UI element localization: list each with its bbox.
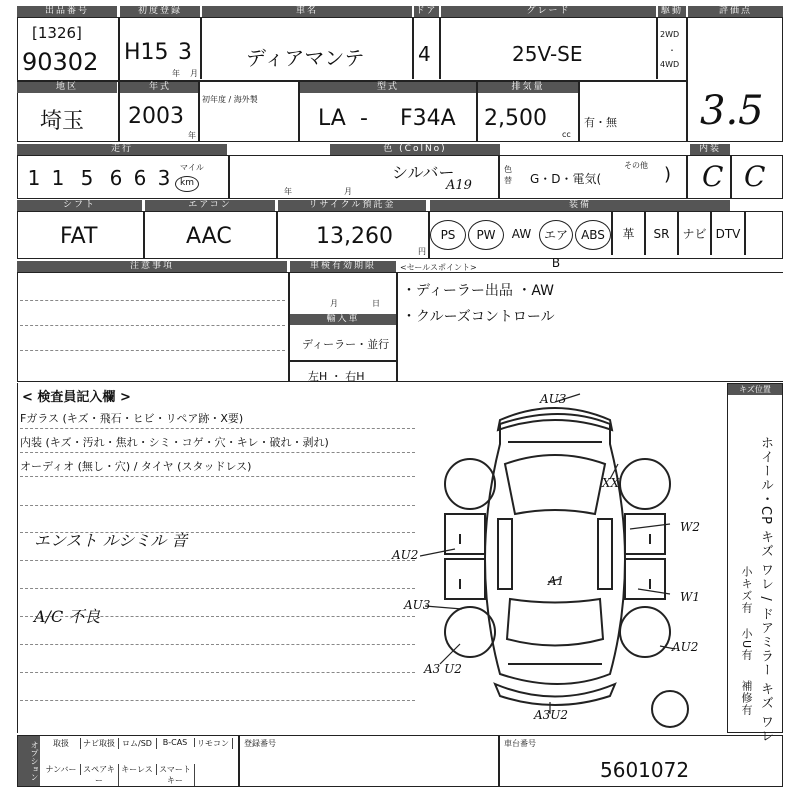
option-item: 取扱	[42, 738, 81, 749]
model-year-header: 年式	[120, 82, 200, 93]
region-header: 地区	[17, 82, 117, 93]
equipment-item: エアB	[539, 220, 573, 250]
mileage-digit: 6	[109, 166, 123, 190]
option-item: キーレス	[118, 764, 157, 775]
car-diagram	[420, 384, 720, 734]
mileage-digit: 5	[80, 166, 94, 190]
ac-header: エアコン	[145, 200, 275, 211]
model-code-b: F34A	[400, 106, 456, 131]
drive-header: 駆動	[658, 6, 686, 17]
color-no: A19	[446, 178, 472, 193]
handwritten-note-2: A/C 不良	[34, 607, 101, 626]
color-name: シルバー	[392, 163, 455, 182]
damage-mark: AU2	[392, 548, 419, 562]
drive-2wd: 2WD	[660, 30, 680, 39]
doors-header: ドア	[415, 6, 438, 16]
damage-mark: A3 U2	[424, 662, 462, 676]
equipment-item: PS	[430, 220, 466, 250]
color-tsuki: 月	[344, 187, 352, 196]
mileage-digit: 6	[133, 166, 147, 190]
equipment-item: SR	[653, 227, 670, 241]
model-code-header: 型式	[300, 82, 476, 93]
ac-value: AAC	[186, 224, 232, 249]
damage-mark: W2	[680, 520, 700, 534]
lot-bracket: [1326]	[32, 24, 82, 42]
equipment-item: DTV	[715, 227, 741, 241]
shift-value: FAT	[60, 224, 98, 249]
lot-no-header: 出品番号	[17, 6, 117, 17]
equipment-list	[430, 214, 783, 270]
mileage-digits	[22, 166, 176, 190]
exterior-grade: C	[744, 160, 766, 193]
options-header: オプション	[18, 736, 40, 786]
color-header: 色 (ColNo)	[330, 144, 500, 155]
inspector-line-2: 内装 (キズ・汚れ・焦れ・シミ・コゲ・穴・キレ・破れ・剥れ)	[20, 436, 329, 449]
reg-no-label: 登録番号	[244, 739, 276, 748]
nen-label: 年	[172, 69, 180, 78]
mileage-digit: 3	[157, 166, 171, 190]
equipment-item: ABS	[575, 220, 611, 250]
damage-mark: AU3	[540, 392, 567, 406]
model-code-dash: -	[360, 106, 368, 131]
displacement-unit: cc	[562, 130, 571, 139]
side-column-header: キズ位置	[728, 384, 782, 395]
doors-value: 4	[418, 42, 431, 66]
model-year-value: 2003	[128, 104, 184, 129]
damage-mark: AU2	[672, 640, 699, 654]
damage-mark: XX	[602, 476, 620, 490]
recycle-fee-value: 13,260	[316, 224, 393, 249]
inspection-expiry-header: 車検有効期限	[290, 261, 396, 272]
equipment-item: PW	[468, 220, 504, 250]
mileage-digit: 1	[51, 166, 65, 190]
notes-area	[17, 272, 783, 382]
shift-header: シフト	[17, 200, 142, 211]
origin-label: 初年度 / 海外製	[202, 95, 258, 104]
lot-number: 90302	[22, 48, 99, 76]
model-code-a: LA	[318, 106, 346, 131]
side-column-d: 補修有	[740, 680, 753, 716]
drive-4wd: 4WD	[660, 60, 680, 69]
inspector-line-1: Fガラス (キズ・飛石・ヒビ・リペア跡・X要)	[20, 412, 244, 425]
option-item: スマートキー	[156, 764, 195, 786]
first-reg-month: 3	[178, 40, 192, 65]
option-item: B-CAS	[156, 738, 195, 747]
first-reg-header: 初度登録	[120, 6, 200, 17]
import-header: 輸入車	[290, 314, 396, 325]
sales-point-1: ・ディーラー出品 ・AW	[402, 283, 554, 299]
inspector-line-3: オーディオ (無し・穴) / タイヤ (スタッドレス)	[20, 460, 252, 473]
option-item: ナビ取扱	[80, 738, 119, 749]
region-value: 埼玉	[40, 109, 85, 134]
fuel-value: G・D・電気(	[530, 172, 602, 186]
chassis-no-value: 5601072	[600, 758, 690, 782]
sales-points-header: <セールスポイント>	[400, 263, 477, 272]
fuel-close: )	[664, 164, 672, 185]
color-change: 色替	[504, 165, 512, 185]
score-header: 評価点	[688, 6, 783, 17]
inspector-header: < 検査員記入欄 >	[22, 390, 131, 405]
recycle-header: リサイクル預託金	[278, 200, 426, 211]
inspection-day: 日	[372, 299, 380, 308]
notes-header: 注意事項	[17, 261, 287, 272]
displacement-header: 排気量	[478, 82, 578, 93]
side-column-b: 小キズ有	[740, 566, 753, 614]
option-item: リモコン	[194, 738, 233, 749]
option-item: ナンバー	[42, 764, 81, 775]
grade-header: グレード	[441, 6, 656, 17]
fuel-other: その他	[624, 161, 648, 170]
equipment-header: 装備	[430, 200, 730, 211]
yen-label: 円	[418, 247, 426, 256]
mileage-header: 走行	[17, 144, 227, 155]
chassis-no-label: 車台番号	[504, 739, 536, 748]
mileage-unit-a: マイル	[180, 163, 204, 172]
mileage-digit: 1	[27, 166, 41, 190]
import-value: ディーラー・並行	[302, 338, 390, 351]
mileage-unit-km: km	[175, 176, 199, 192]
damage-mark: W1	[680, 590, 700, 604]
score-value: 3.5	[700, 88, 764, 134]
interior-header: 内装	[690, 144, 730, 155]
damage-mark: A3U2	[534, 708, 569, 722]
equipment-item: 革	[622, 227, 635, 241]
side-column-a: ホイール・CP キズ ワレ / ドアミラー キズ ワレ	[758, 436, 773, 744]
car-name: ディアマンテ	[246, 46, 365, 70]
equipment-item: ナビ	[682, 227, 707, 241]
interior-grade: C	[702, 160, 724, 193]
sales-point-2: ・クルーズコントロール	[402, 309, 555, 325]
side-column-c: 小U有	[740, 628, 753, 662]
model-year-unit: 年	[188, 131, 196, 140]
handle-value: 左H ・ 右H	[308, 370, 365, 383]
handwritten-note-1: エンスト ルシミル 音	[34, 531, 188, 550]
car-name-header: 車名	[202, 6, 412, 17]
drive-sep: ・	[668, 46, 676, 55]
damage-mark: AU3	[404, 598, 431, 612]
option-item: スペアキー	[80, 764, 119, 786]
turbo-value: 有・無	[584, 116, 617, 129]
first-reg-era: H15	[124, 40, 169, 65]
option-item: ロム/SD	[118, 738, 157, 749]
grade-value: 25V-SE	[512, 42, 583, 66]
color-nen: 年	[284, 187, 292, 196]
tsuki-label: 月	[190, 69, 198, 78]
inspection-month: 月	[330, 299, 338, 308]
displacement-value: 2,500	[484, 106, 547, 131]
damage-mark: A1	[548, 574, 565, 588]
equipment-item: AW	[511, 227, 532, 241]
